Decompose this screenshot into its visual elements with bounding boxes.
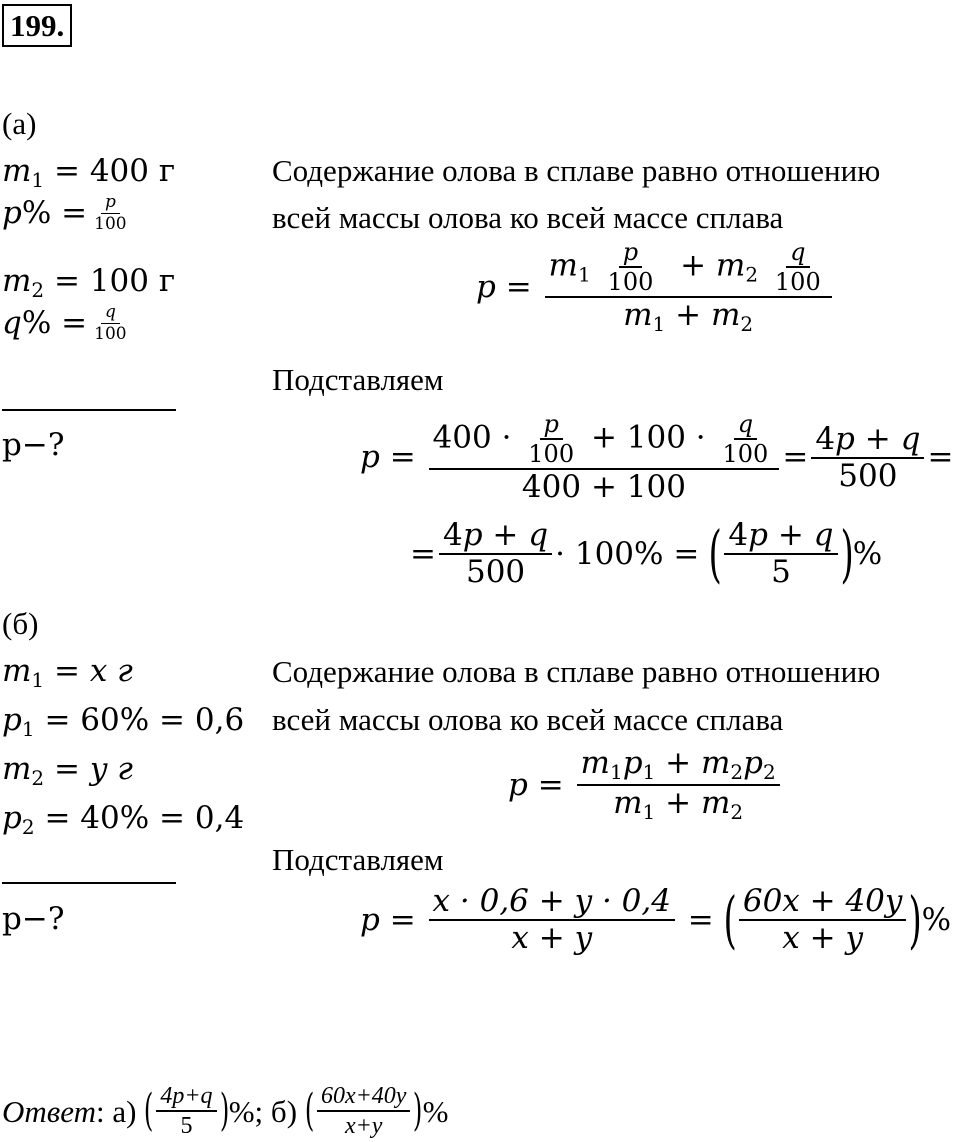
substitution-a-line1: p = 400 · $\frac{p}{100}$ + 100 · $\frac{q}{100}$ 400 + 100 = $\frac{4p + q}{500}$ =: [360, 410, 954, 505]
part-b-label: (б): [2, 606, 39, 641]
substitution-a-line2: = $\frac{4p + q}{500}$ · 100% = ( $\frac{4p + q}{5}$ ) %: [410, 517, 883, 590]
formula-b: p = $\frac{m_1p_1 + m_2p_2}{m_1 + m_2}$: [508, 748, 783, 822]
given-a-q: q % = $\frac{q}{100}$: [2, 302, 127, 344]
part-a-text-line1: Содержание олова в сплаве равно отношению: [272, 153, 881, 188]
given-a-m1: $m_1 = 400$ г: [2, 153, 176, 192]
given-b-p1: $p_1 = 60\% = 0,6$: [2, 702, 245, 741]
part-a-substitute: Подставляем: [272, 362, 444, 397]
given-a-divider: [2, 409, 176, 411]
problem-number: 199.: [2, 4, 72, 47]
given-b-p2: $p_2 = 40\% = 0,4$: [2, 800, 245, 839]
part-b-substitute: Подставляем: [272, 842, 444, 877]
given-a-find: p−?: [2, 427, 65, 463]
given-b-divider: [2, 882, 176, 884]
answer-line: Ответ : а) ( $\frac{4p+q}{5}$ ) %; б) ( $\frac{60x+40y}{x+y}$ ) %: [2, 1083, 449, 1139]
substitution-b: p = $\frac{x \cdot 0,6 + y \cdot 0,4}{x + y}$ = ( $\frac{60x + 40y}{x + y}$ ) %: [360, 883, 952, 956]
given-b-m1: $m_1 = x$ г: [2, 653, 133, 692]
part-a-label: (а): [2, 106, 37, 141]
answer-label: Ответ: [2, 1093, 96, 1129]
given-a-p: p % = $\frac{p}{100}$: [2, 192, 127, 234]
given-b-m2: $m_2 = y$ г: [2, 751, 133, 790]
part-b-text-line1: Содержание олова в сплаве равно отношению: [272, 654, 881, 689]
formula-a: p = $m_1$ $\frac{p}{100}$ + $m_2$ $\frac{q}{100}$ $m_1 + m_2$: [476, 240, 835, 334]
part-b-text-line2: всей массы олова ко всей массе сплава: [272, 702, 784, 737]
given-a-m2: $m_2 = 100$ г: [2, 263, 176, 302]
part-a-text-line2: всей массы олова ко всей массе сплава: [272, 200, 784, 235]
given-b-find: p−?: [2, 901, 65, 937]
